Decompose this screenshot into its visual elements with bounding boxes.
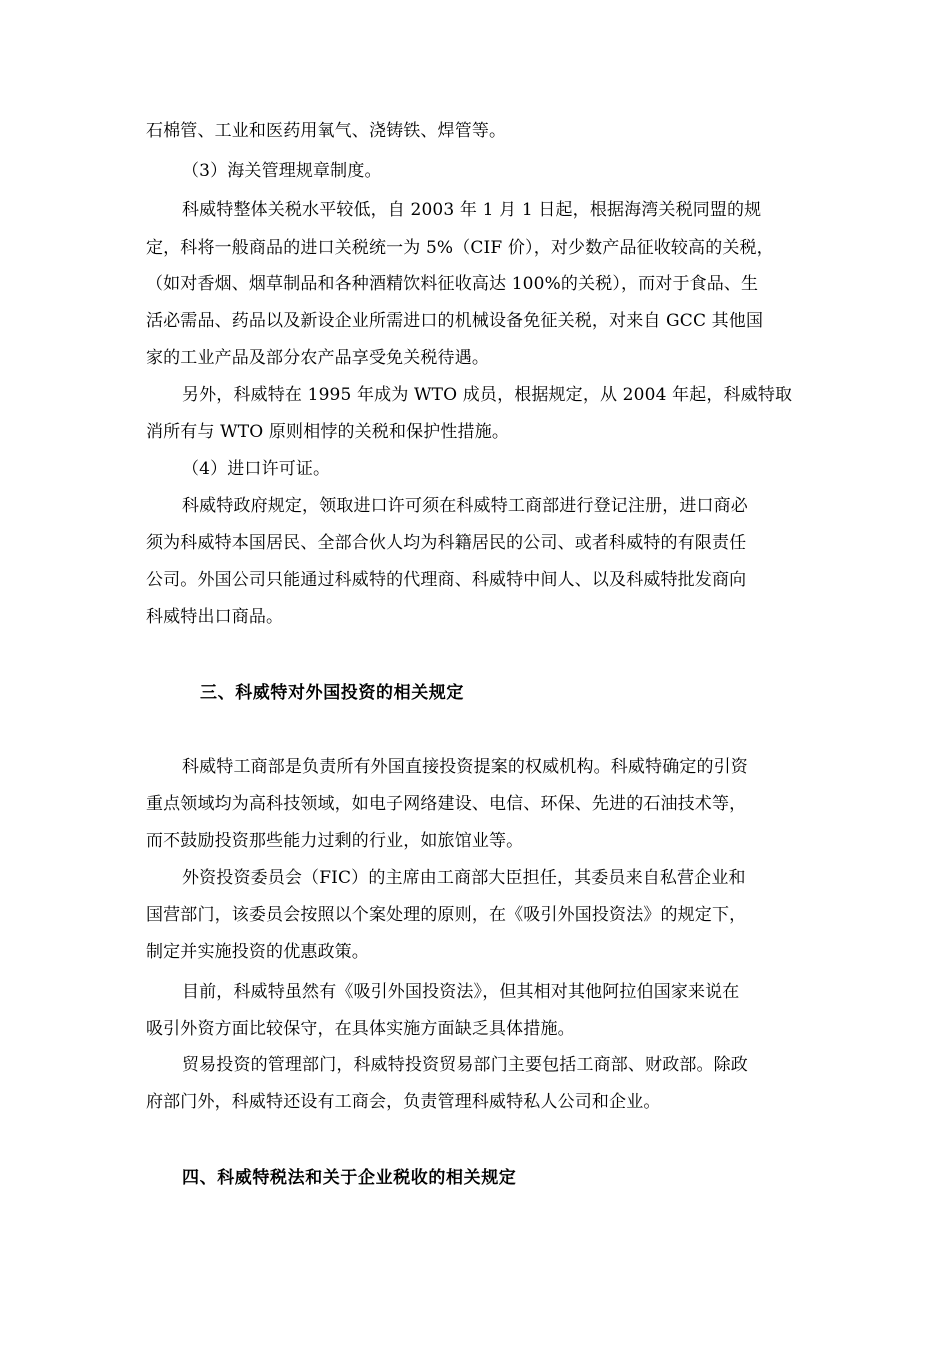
wto-paragraph-line-1: 另外，科威特在 1995 年成为 WTO 成员，根据规定，从 2004 年起，科威特取 — [182, 385, 793, 405]
tariff-paragraph-line-1: 科威特整体关税水平较低，自 2003 年 1 月 1 日起，根据海湾关税同盟的规 — [182, 200, 762, 220]
investment-paragraph-line-1: 科威特工商部是负责所有外国直接投资提案的权威机构。科威特确定的引资 — [182, 757, 748, 777]
current-paragraph-line-1: 目前，科威特虽然有《吸引外国投资法》，但其相对其他阿拉伯国家来说在 — [182, 982, 740, 1002]
item-3-title: （3）海关管理规章制度。 — [182, 161, 382, 181]
section-4-heading: 四、科威特税法和关于企业税收的相关规定 — [182, 1168, 517, 1188]
section-3-heading: 三、科威特对外国投资的相关规定 — [200, 683, 464, 703]
license-paragraph-line-2: 须为科威特本国居民、全部合伙人均为科籍居民的公司、或者科威特的有限责任 — [146, 533, 747, 553]
tariff-paragraph-line-5: 家的工业产品及部分农产品享受免关税待遇。 — [146, 348, 489, 368]
tariff-paragraph-line-3: （如对香烟、烟草制品和各种酒精饮料征收高达 100%的关税），而对于食品、生 — [146, 274, 759, 294]
fic-paragraph-line-2: 国营部门，该委员会按照以个案处理的原则，在《吸引外国投资法》的规定下， — [146, 905, 747, 925]
license-paragraph-line-1: 科威特政府规定，领取进口许可须在科威特工商部进行登记注册，进口商必 — [182, 496, 748, 516]
tariff-paragraph-line-2: 定，科将一般商品的进口关税统一为 5%（CIF 价），对少数产品征收较高的关税， — [146, 238, 774, 258]
license-paragraph-line-3: 公司。外国公司只能通过科威特的代理商、科威特中间人、以及科威特批发商向 — [146, 570, 747, 590]
investment-paragraph-line-2: 重点领域均为高科技领域，如电子网络建设、电信、环保、先进的石油技术等， — [146, 794, 747, 814]
fic-paragraph-line-1: 外资投资委员会（FIC）的主席由工商部大臣担任，其委员来自私营企业和 — [182, 868, 746, 888]
authority-paragraph-line-1: 贸易投资的管理部门，科威特投资贸易部门主要包括工商部、财政部。除政 — [182, 1055, 748, 1075]
item-4-title: （4）进口许可证。 — [182, 459, 331, 479]
authority-paragraph-line-2: 府部门外，科威特还设有工商会，负责管理科威特私人公司和企业。 — [146, 1092, 661, 1112]
paragraph-continuation: 石棉管、工业和医药用氧气、浇铸铁、焊管等。 — [146, 121, 507, 141]
wto-paragraph-line-2: 消所有与 WTO 原则相悖的关税和保护性措施。 — [146, 422, 510, 442]
current-paragraph-line-2: 吸引外资方面比较保守，在具体实施方面缺乏具体措施。 — [146, 1019, 575, 1039]
fic-paragraph-line-3: 制定并实施投资的优惠政策。 — [146, 942, 369, 962]
investment-paragraph-line-3: 而不鼓励投资那些能力过剩的行业，如旅馆业等。 — [146, 831, 524, 851]
license-paragraph-line-4: 科威特出口商品。 — [146, 607, 284, 627]
tariff-paragraph-line-4: 活必需品、药品以及新设企业所需进口的机械设备免征关税，对来自 GCC 其他国 — [146, 311, 764, 331]
